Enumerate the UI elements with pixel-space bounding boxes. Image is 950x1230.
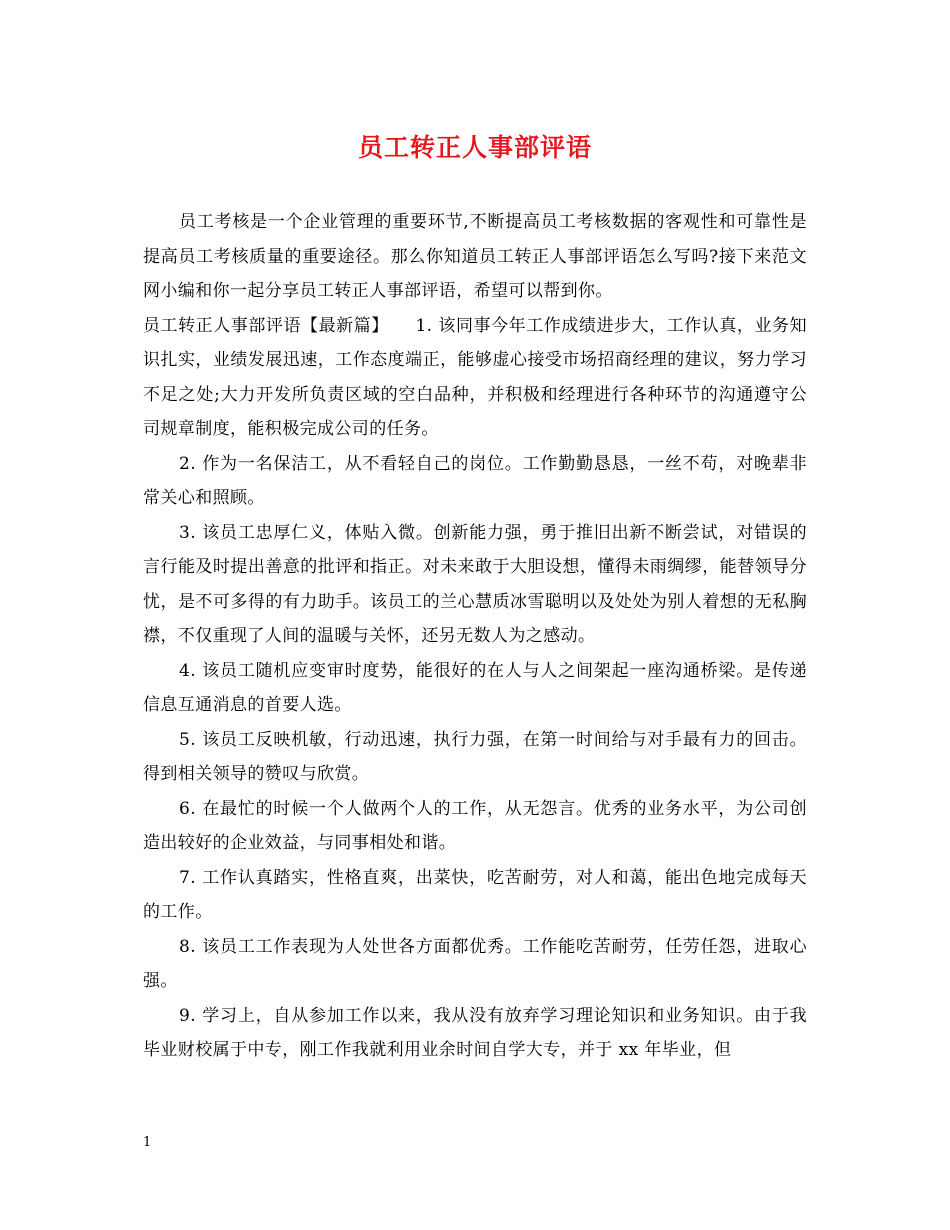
comment-paragraph-8: 8. 该员工工作表现为人处世各方面都优秀。工作能吃苦耐劳，任劳任怨，进取心强。 (143, 936, 807, 991)
comment-paragraph-6: 6. 在最忙的时候一个人做两个人的工作，从无怨言。优秀的业务水平，为公司创造出较好的企业效益，与同事相处和谐。 (143, 798, 807, 853)
intro-paragraph: 员工考核是一个企业管理的重要环节,不断提高员工考核数据的客观性和可靠性是提高员工考核质量的重要途径。那么你知道员工转正人事部评语怎么写吗?接下来范文网小编和你一起分享员工转正人事部评语，希望可以帮到你。 (143, 212, 807, 301)
document-title: 员工转正人事部评语 (357, 133, 592, 162)
comment-paragraph-3: 3. 该员工忠厚仁义，体贴入微。创新能力强，勇于推旧出新不断尝试，对错误的言行能及时提出善意的批评和指正。对未来敢于大胆设想，懂得未雨绸缪，能替领导分忧，是不可多得的有力助手。该员工的兰心慧质冰雪聪明以及处处为别人着想的无私胸襟，不仅重现了人间的温暖与关怀，还另无数人为之感动。 (143, 522, 807, 646)
comment-paragraph-9: 9. 学习上，自从参加工作以来，我从没有放弃学习理论知识和业务知识。由于我毕业财校属于中专，刚工作我就利用业余时间自学大专，并于 xx 年毕业，但 (143, 1005, 807, 1060)
section-heading-paragraph: 员工转正人事部评语【最新篇】 1. 该同事今年工作成绩进步大，工作认真，业务知识扎实，业绩发展迅速，工作态度端正，能够虚心接受市场招商经理的建议，努力学习不足之处;大力开发所负责区域的空白品种，并积极和经理进行各种环节的沟通遵守公司规章制度，能积极完成公司的任务。 (143, 315, 807, 439)
comment-paragraph-4: 4. 该员工随机应变审时度势，能很好的在人与人之间架起一座沟通桥梁。是传递信息互通消息的首要人选。 (143, 660, 807, 715)
page-number: 1 (143, 1135, 152, 1150)
comment-paragraph-5: 5. 该员工反映机敏，行动迅速，执行力强，在第一时间给与对手最有力的回击。得到相关领导的赞叹与欣赏。 (143, 729, 807, 784)
document-body (143, 205, 807, 1068)
comment-paragraph-7: 7. 工作认真踏实，性格直爽，出菜快，吃苦耐劳，对人和蔼，能出色地完成每天的工作。 (143, 867, 807, 922)
comment-paragraph-2: 2. 作为一名保洁工，从不看轻自己的岗位。工作勤勤恳恳，一丝不苟，对晚辈非常关心和照顾。 (143, 453, 807, 508)
